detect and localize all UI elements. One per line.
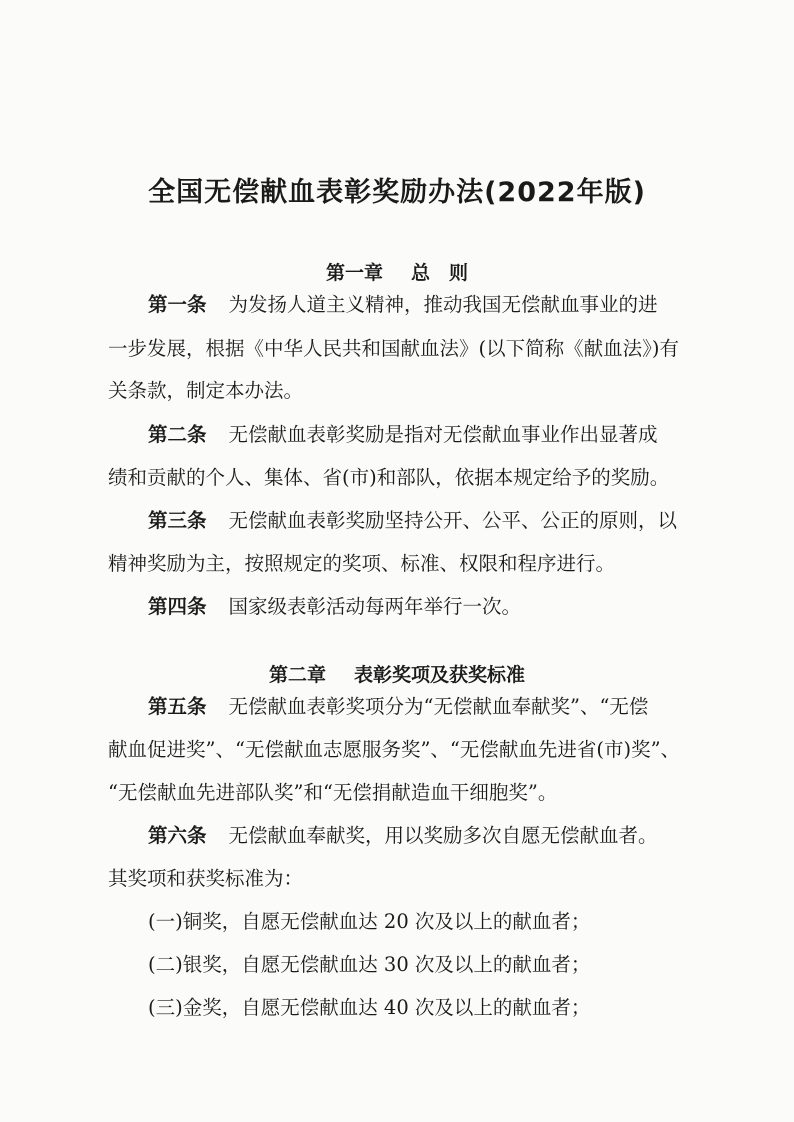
article-5-line-1 xyxy=(148,694,648,720)
article-3-text-1: 无偿献血表彰奖励坚持公开、公平、公正的原则，以 xyxy=(228,509,678,532)
chapter-1-label: 第一章 xyxy=(325,262,383,284)
article-6-line-1 xyxy=(148,823,658,849)
article-6-line-2: 其奖项和获奖标准为： xyxy=(108,867,304,890)
article-5-text-1: 无偿献血表彰奖项分为“无偿献血奉献奖”、“无偿 xyxy=(228,695,649,718)
article-2-text-1: 无偿献血表彰奖励是指对无偿献血事业作出显著成 xyxy=(228,423,658,446)
chapter-1-name: 总 则 xyxy=(411,262,469,284)
article-2-label: 第二条 xyxy=(148,423,207,446)
chapter-2-heading xyxy=(0,660,794,687)
article-4-line-1 xyxy=(148,594,521,620)
article-2-line-2: 绩和贡献的个人、集体、省(市)和部队，依据本规定给予的奖励。 xyxy=(108,466,670,489)
article-2-line-1 xyxy=(148,422,658,448)
article-3-line-2: 精神奖励为主，按照规定的奖项、标准、权限和程序进行。 xyxy=(108,552,616,575)
article-1-line-3: 关条款，制定本办法。 xyxy=(108,379,304,402)
article-5-label: 第五条 xyxy=(148,695,207,718)
chapter-2-name: 表彰奖项及获奖标准 xyxy=(354,664,526,686)
chapter-1-heading xyxy=(0,258,794,285)
article-1-line-2: 一步发展，根据《中华人民共和国献血法》(以下简称《献血法》)有 xyxy=(108,337,679,360)
article-4-text-1: 国家级表彰活动每两年举行一次。 xyxy=(228,595,522,618)
article-5-line-2: 献血促进奖”、“无偿献血志愿服务奖”、“无偿献血先进省(市)奖”、 xyxy=(108,738,681,761)
article-3-label: 第三条 xyxy=(148,509,207,532)
article-6-item-3: (三)金奖，自愿无偿献血达 40 次及以上的献血者； xyxy=(148,996,591,1019)
article-6-label: 第六条 xyxy=(148,824,207,847)
document-title: 全国无偿献血表彰奖励办法(2022年版) xyxy=(148,177,646,208)
article-4-label: 第四条 xyxy=(148,595,207,618)
article-6-item-2: (二)银奖，自愿无偿献血达 30 次及以上的献血者； xyxy=(148,953,591,976)
article-6-text-1: 无偿献血奉献奖，用以奖励多次自愿无偿献血者。 xyxy=(228,824,658,847)
article-1-text-1: 为发扬人道主义精神，推动我国无偿献血事业的进 xyxy=(228,293,658,316)
article-1-line-1 xyxy=(148,292,658,318)
chapter-2-label: 第二章 xyxy=(268,664,326,686)
article-1-label: 第一条 xyxy=(148,293,207,316)
article-5-line-3: “无偿献血先进部队奖”和“无偿捐献造血干细胞奖”。 xyxy=(108,781,558,804)
article-3-line-1 xyxy=(148,508,677,534)
article-6-item-1: (一)铜奖，自愿无偿献血达 20 次及以上的献血者； xyxy=(148,910,591,933)
